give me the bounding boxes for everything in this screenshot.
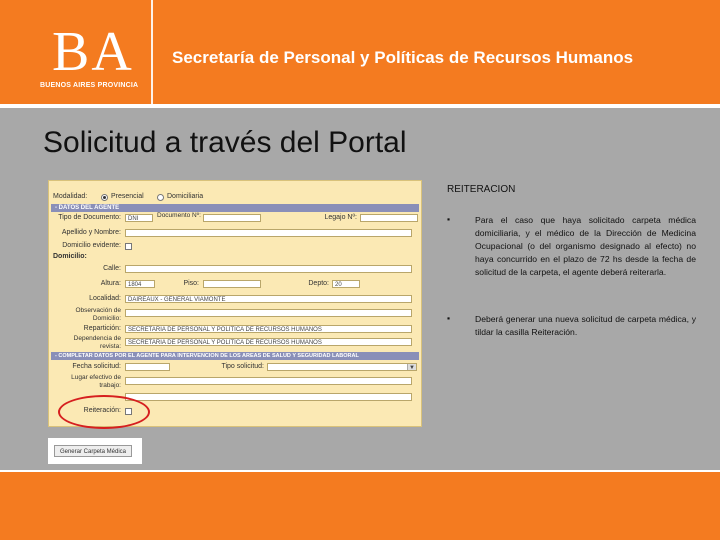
localidad-label: Localidad:	[89, 295, 121, 302]
chevron-down-icon: ▼	[407, 364, 416, 371]
depto-input[interactable]: 20	[332, 280, 360, 288]
calle-label: Calle:	[103, 265, 121, 272]
domicilio-label: Domicilio:	[53, 253, 87, 260]
reiteracion-highlight	[58, 395, 150, 429]
footer-banner	[0, 472, 720, 540]
header-banner	[0, 0, 720, 104]
observacion-input[interactable]	[125, 309, 412, 317]
apellido-label: Apellido y Nombre:	[61, 229, 121, 236]
section-salud-seguridad: - COMPLETAR DATOS POR EL AGENTE PARA INTERVENCION DE LOS AREAS DE SALUD Y SEGURIDAD LABORAL	[51, 352, 419, 360]
solicitud-form	[48, 180, 422, 427]
lugar-trabajo-label: Lugar efectivo de trabajo:	[71, 374, 121, 389]
bullet-text-1: Para el caso que haya solicitado carpeta médica domiciliaria, y el médico de la Dirección de Medicina Ocupacional (o del organismo designado al efecto) no haya concurrido en el plazo de 72 hs desde la fecha de solicitud de la carpeta, el agente deberá reiterarla.	[475, 215, 696, 277]
button-panel	[48, 438, 142, 464]
apellido-input[interactable]	[125, 229, 412, 237]
depto-label: Depto:	[308, 280, 329, 287]
reiteracion-title: REITERACION	[447, 184, 516, 195]
bullet-text-2: Deberá generar una nueva solicitud de carpeta médica, y tildar la casilla Reiteración.	[475, 314, 696, 337]
legajo-label: Legajo Nº:	[324, 214, 357, 221]
logo-subtitle: BUENOS AIRES PROVINCIA	[40, 82, 139, 89]
documento-input[interactable]	[203, 214, 261, 222]
lugar-trabajo-input[interactable]	[125, 377, 412, 385]
altura-input[interactable]: 1804	[125, 280, 155, 288]
tipo-doc-label: Tipo de Documento:	[58, 214, 121, 221]
header-divider	[151, 0, 153, 104]
bullet-icon: ▪	[447, 313, 451, 323]
legajo-input[interactable]	[360, 214, 418, 222]
modalidad-option-presencial: Presencial	[111, 193, 144, 200]
section-datos-agente: - DATOS DEL AGENTE	[51, 204, 419, 212]
domicilio-evidente-checkbox[interactable]	[125, 243, 132, 250]
fecha-solicitud-label: Fecha solicitud:	[72, 363, 121, 370]
header-title: Secretaría de Personal y Políticas de Recursos Humanos	[172, 48, 634, 67]
calle-input[interactable]	[125, 265, 412, 273]
piso-label: Piso:	[183, 280, 199, 287]
reparticion-label: Repartición:	[83, 325, 121, 332]
modalidad-label: Modalidad:	[53, 193, 88, 200]
documento-label: Documento Nº:	[157, 212, 201, 219]
modalidad-option-domiciliaria: Domiciliaria	[167, 193, 204, 200]
generar-carpeta-button[interactable]: Generar Carpeta Médica	[54, 445, 132, 457]
fecha-solicitud-input[interactable]	[125, 363, 170, 371]
reiteracion-label: Reiteración:	[83, 407, 121, 414]
observacion-label: Observación de Domicilio:	[75, 307, 121, 322]
domicilio-evidente-label: Domicilio evidente:	[62, 242, 121, 249]
tipo-solicitud-select[interactable]	[267, 363, 417, 371]
tipo-solicitud-label: Tipo solicitud:	[221, 363, 264, 370]
lugar-trabajo-input-extra[interactable]	[125, 393, 412, 401]
reparticion-input[interactable]: SECRETARIA DE PERSONAL Y POLITICA DE RECURSOS HUMANOS	[125, 325, 412, 333]
localidad-input[interactable]: DAIREAUX - GENERAL VIAMONTE	[125, 295, 412, 303]
dependencia-label: Dependencia de revista:	[73, 335, 121, 350]
modalidad-radio-domiciliaria[interactable]	[157, 194, 164, 201]
dependencia-input[interactable]: SECRETARIA DE PERSONAL Y POLITICA DE RECURSOS HUMANOS	[125, 338, 412, 346]
ba-logo: BA	[52, 21, 134, 83]
altura-label: Altura:	[100, 280, 121, 287]
modalidad-radio-presencial[interactable]	[101, 194, 108, 201]
bullet-icon: ▪	[447, 214, 451, 224]
tipo-doc-input[interactable]: DNI	[125, 214, 153, 222]
piso-input[interactable]	[203, 280, 261, 288]
slide-title: Solicitud a través del Portal	[43, 126, 407, 159]
